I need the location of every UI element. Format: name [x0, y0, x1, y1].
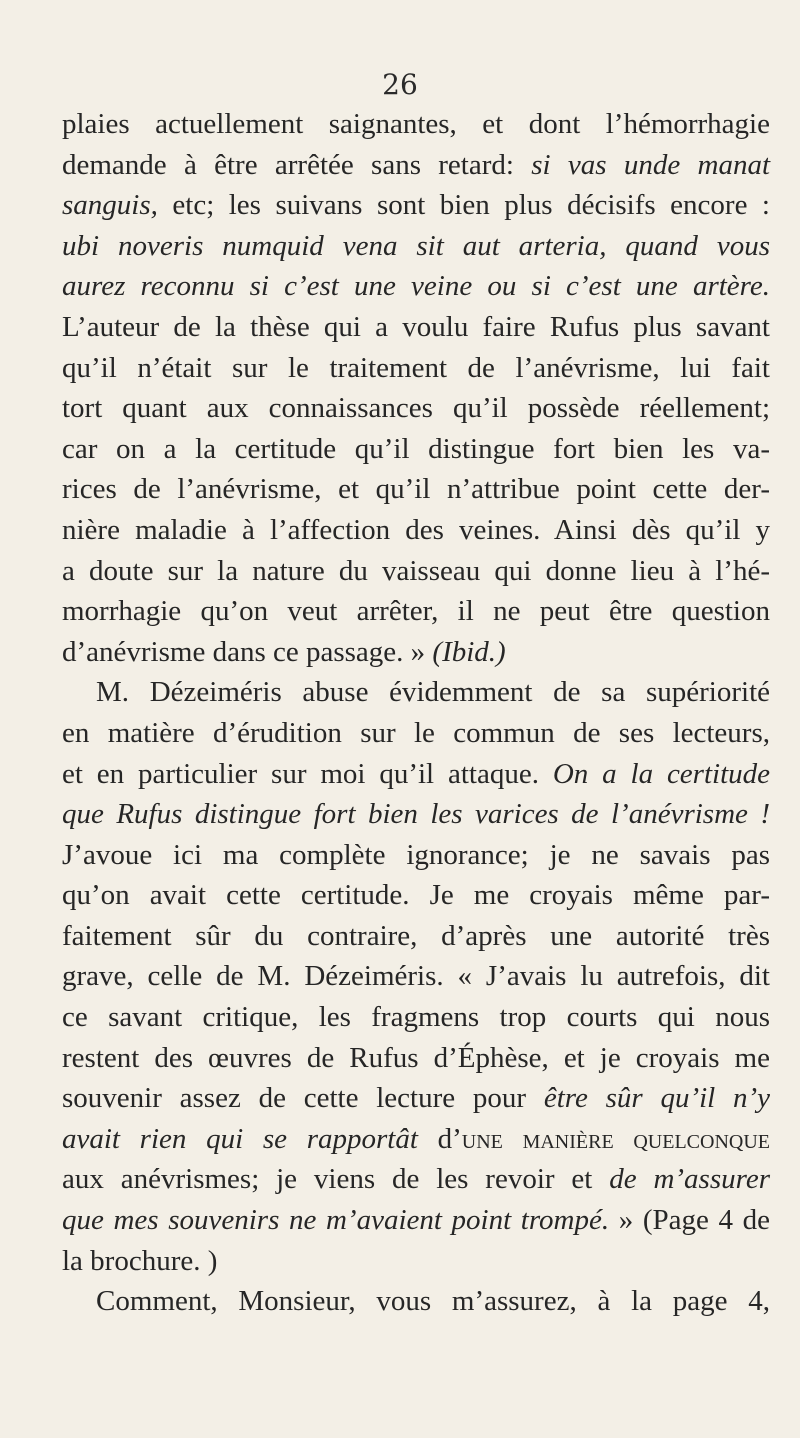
text-line	[62, 348, 770, 389]
text-run: » (Page 4 de	[618, 1204, 771, 1237]
text-run: J’avoue ici ma complète ignorance; je ne savais pas	[62, 838, 770, 871]
text-run: a doute sur la nature du vaisseau qui donne lieu à l’hé-	[62, 554, 770, 587]
text-run: ce savant critique, les fragmens trop courts qui nous	[62, 1001, 770, 1034]
text-run: restent des œuvres de Rufus d’Éphèse, et je croyais me	[62, 1041, 770, 1074]
text-run: la brochure. )	[62, 1244, 218, 1277]
text-line	[62, 1241, 770, 1282]
text-line	[62, 956, 770, 997]
italic-run: être sûr qu’il n’y	[543, 1082, 771, 1115]
text-line	[62, 1119, 770, 1160]
text-run: L’auteur de la thèse qui a voulu faire Rufus plus savant	[62, 310, 770, 343]
text-run: grave, celle de M. Dézeiméris. « J’avais lu autrefois, dit	[62, 960, 770, 993]
text-line	[62, 429, 770, 470]
text-run: en matière d’érudition sur le commun de ses lecteurs,	[62, 716, 770, 749]
italic-run: ubi noveris numquid vena sit aut arteria, quand vous	[62, 229, 770, 262]
text-line	[62, 794, 770, 835]
text-run: demande à être arrêtée sans retard:	[62, 148, 514, 181]
text-line	[62, 1281, 770, 1322]
text-run: qu’il n’était sur le traitement de l’anévrisme, lui fait	[62, 351, 770, 384]
text-run: souvenir assez de cette lecture pour	[62, 1082, 527, 1115]
text-line	[62, 1159, 770, 1200]
page-number: 26	[382, 68, 418, 101]
text-run: faitement sûr du contraire, d’après une autorité très	[62, 919, 770, 952]
text-run: qu’on avait cette certitude. Je me croyais même par-	[62, 879, 770, 912]
text-line	[62, 145, 770, 186]
text-line	[62, 632, 770, 673]
text-line	[62, 1038, 770, 1079]
text-line	[62, 713, 770, 754]
text-line	[62, 510, 770, 551]
text-run: morrhagie qu’on veut arrêter, il ne peut être question	[62, 595, 770, 628]
text-run: tort quant aux connaissances qu’il possède réellement;	[62, 392, 770, 425]
text-line	[62, 266, 770, 307]
text-line	[62, 835, 770, 876]
italic-run: avait rien qui se rapportât	[62, 1122, 418, 1155]
italic-run: que mes souvenirs ne m’avaient point trompé.	[62, 1204, 610, 1237]
small-caps-run: une manière quelconque	[461, 1122, 771, 1155]
italic-run: de m’assurer	[609, 1163, 770, 1196]
text-line	[62, 916, 770, 957]
text-run: nière maladie à l’affection des veines. Ainsi dès qu’il y	[62, 513, 770, 546]
text-run: rices de l’anévrisme, et qu’il n’attribue point cette der-	[62, 473, 770, 506]
text-line	[62, 469, 770, 510]
text-line	[62, 1078, 770, 1119]
text-run: d’	[437, 1122, 462, 1155]
text-line	[62, 875, 770, 916]
italic-run: si vas unde manat	[531, 148, 771, 181]
italic-run: sanguis,	[62, 189, 158, 222]
text-run: Comment, Monsieur, vous m’assurez, à la page 4,	[96, 1285, 770, 1318]
text-run: car on a la certitude qu’il distingue fort bien les va-	[62, 432, 770, 465]
text-run: plaies actuellement saignantes, et dont l’hémorrhagie	[62, 108, 770, 140]
italic-run: aurez reconnu si c’est une veine ou si c’est une artère.	[62, 270, 770, 303]
text-run: etc; les suivans sont bien plus décisifs encore :	[172, 189, 770, 222]
text-line	[62, 226, 770, 267]
text-line	[62, 997, 770, 1038]
text-line	[62, 1200, 770, 1241]
text-line	[62, 185, 770, 226]
text-line	[62, 388, 770, 429]
text-run: et en particulier sur moi qu’il attaque.	[62, 757, 539, 790]
text-line	[62, 672, 770, 713]
text-run: M. Dézeiméris abuse évidemment de sa supériorité	[96, 676, 770, 709]
text-run: d’anévrisme dans ce passage. »	[62, 635, 426, 668]
italic-run: que Rufus distingue fort bien les varices de l’anévrisme !	[62, 798, 770, 831]
italic-run: (Ibid.)	[432, 635, 506, 668]
body-text	[62, 104, 770, 1322]
text-line	[62, 104, 770, 145]
text-line	[62, 754, 770, 795]
text-line	[62, 551, 770, 592]
text-line	[62, 307, 770, 348]
text-run: aux anévrismes; je viens de les revoir et	[62, 1163, 593, 1196]
italic-run: On a la certitude	[552, 757, 771, 790]
text-line	[62, 591, 770, 632]
